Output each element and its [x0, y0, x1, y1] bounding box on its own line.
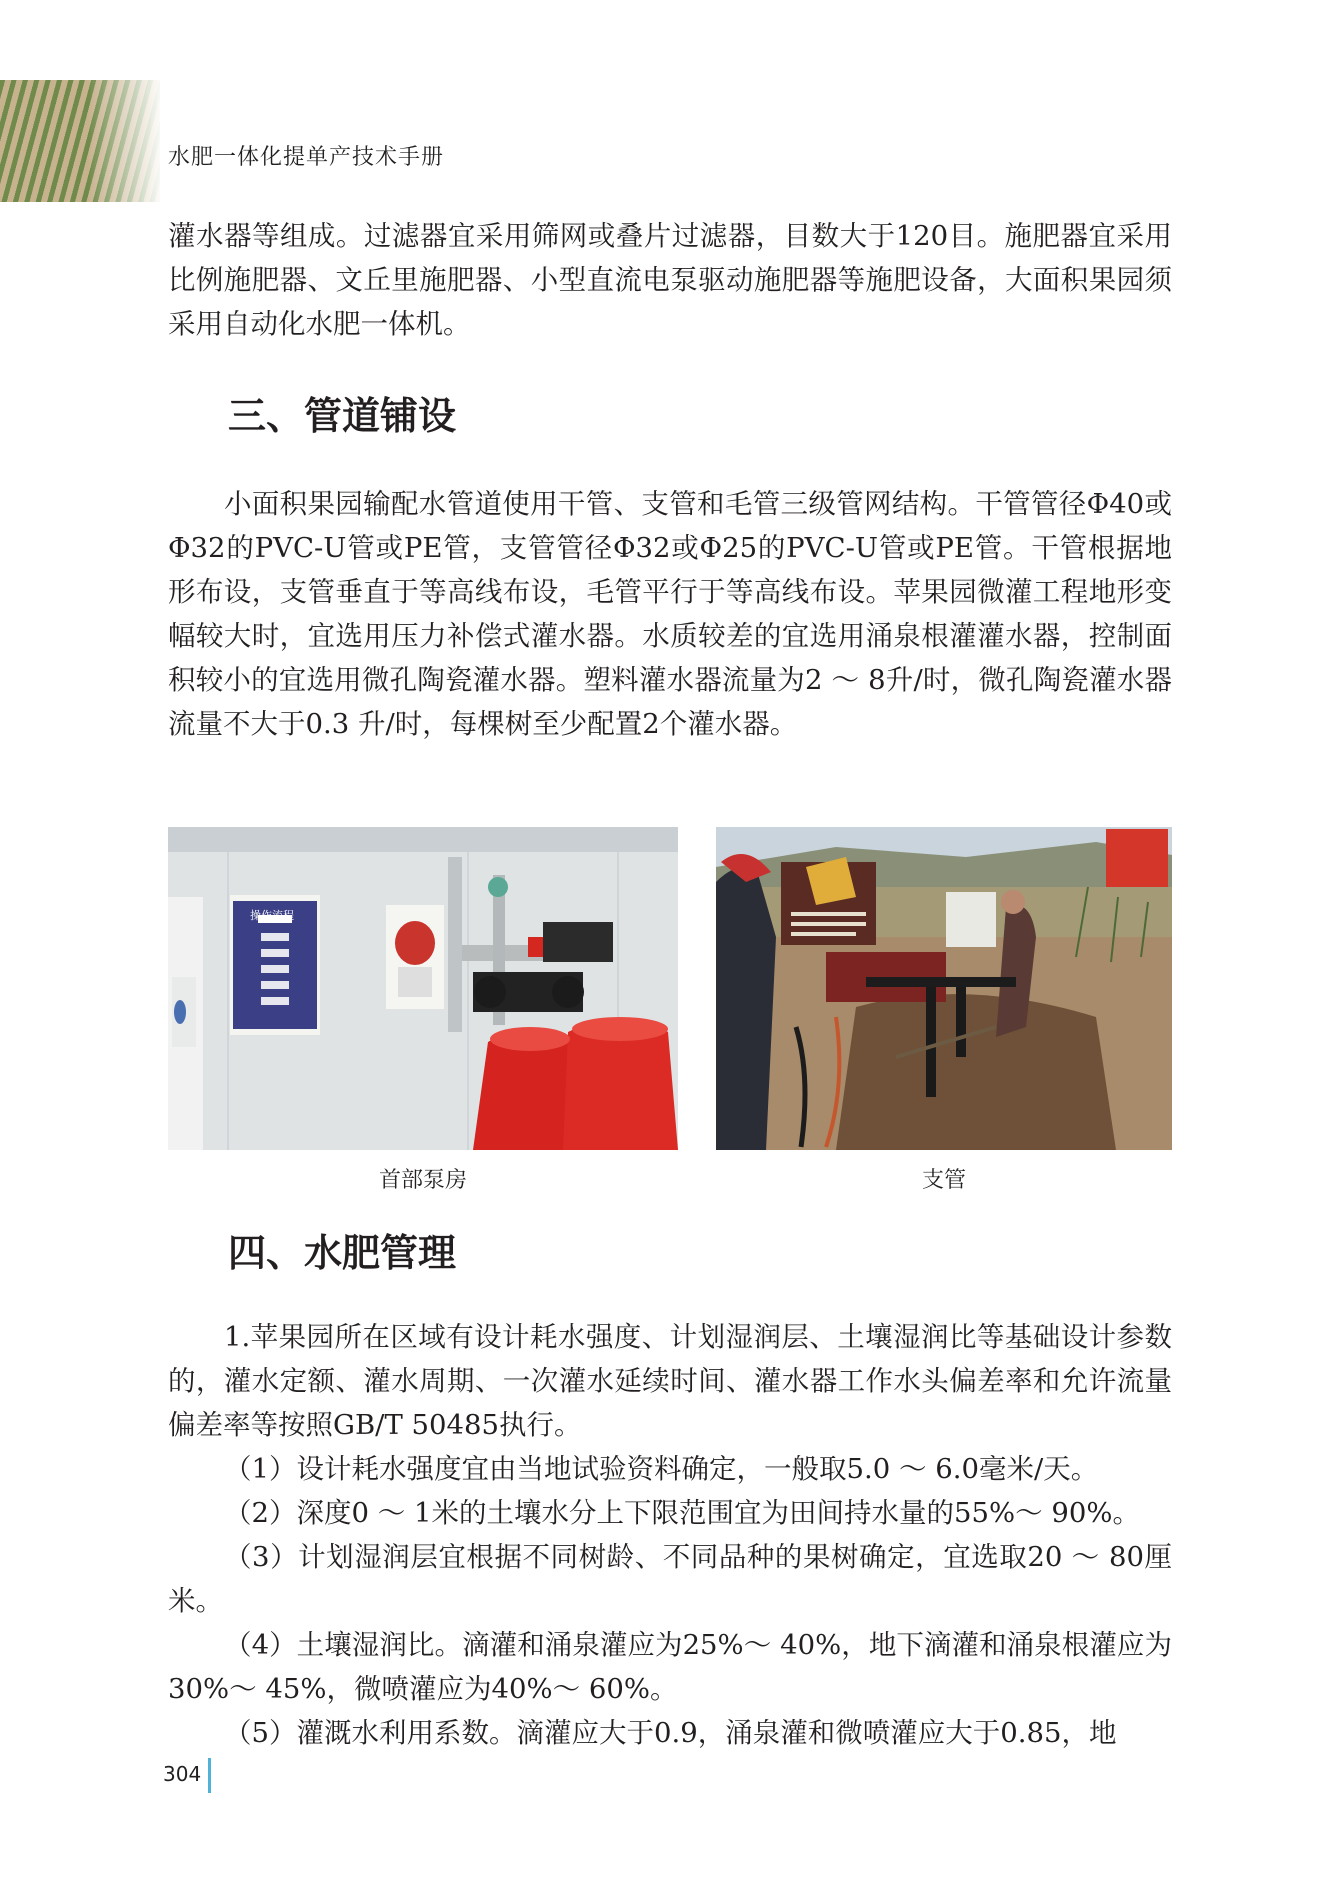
paragraph-sub-3: （3）计划湿润层宜根据不同树龄、不同品种的果树确定，宜选取20 ～ 80厘米。 — [168, 1541, 1172, 1617]
paragraph-sub-5: （5）灌溉水利用系数。滴灌应大于0.9，涌泉灌和微喷灌应大于0.85，地 — [224, 1717, 1117, 1749]
poster-title: 操作流程 — [250, 909, 294, 922]
page-number: 304 — [163, 1762, 202, 1786]
page-number-accent-bar — [208, 1758, 211, 1793]
photo-pump-house — [168, 827, 678, 1150]
paragraph-sub-1: （1）设计耗水强度宜由当地试验资料确定，一般取5.0 ～ 6.0毫米/天。 — [224, 1453, 1099, 1485]
running-header-title: 水肥一体化提单产技术手册 — [168, 145, 445, 170]
paragraph-sub-2: （2）深度0 ～ 1米的土壤水分上下限范围宜为田间持水量的55%～ 90%。 — [224, 1497, 1140, 1529]
section-heading-water-fertilizer-management: 四、水肥管理 — [228, 1231, 457, 1275]
caption-pump-house: 首部泵房 — [378, 1168, 467, 1193]
paragraph-pipelines: 小面积果园输配水管道使用干管、支管和毛管三级管网结构。干管管径Φ40或Φ32的PVC-U管或PE管，支管管径Φ32或Φ25的PVC-U管或PE管。干管根据地形布设，支管垂直于等高线布设，毛管平行于等高线布设。苹果园微灌工程地形变幅较大时，宜选用压力补偿式灌水器。水质较差的宜选用涌泉根灌灌水器，控制面积较小的宜选用微孔陶瓷灌水器。塑料灌水器流量为2 ～ 8升/时，微孔陶瓷灌水器流量不大于0.3 升/时，每棵树至少配置2个灌水器。 — [168, 488, 1172, 740]
paragraph-equipment: 灌水器等组成。过滤器宜采用筛网或叠片过滤器，目数大于120目。施肥器宜采用比例施肥器、文丘里施肥器、小型直流电泵驱动施肥器等施肥设备，大面积果园须采用自动化水肥一体机。 — [168, 220, 1172, 340]
paragraph-sub-4: （4）土壤湿润比。滴灌和涌泉灌应为25%～ 40%，地下滴灌和涌泉根灌应为30%～ 45%，微喷灌应为40%～ 60%。 — [168, 1629, 1172, 1705]
header-field-photo — [0, 80, 160, 202]
caption-branch-pipes: 支管 — [921, 1168, 966, 1193]
section-heading-pipelines: 三、管道铺设 — [228, 394, 457, 438]
paragraph-item-1: 1.苹果园所在区域有设计耗水强度、计划湿润层、土壤湿润比等基础设计参数的，灌水定额、灌水周期、一次灌水延续时间、灌水器工作水头偏差率和允许流量偏差率等按照GB/T 50485执行。 — [168, 1321, 1172, 1441]
photo-branch-pipes — [716, 827, 1172, 1150]
